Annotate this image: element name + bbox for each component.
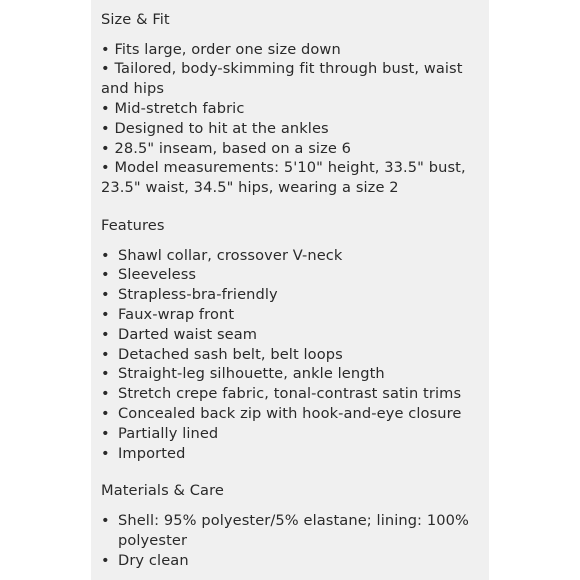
bullet-icon: •: [101, 345, 110, 363]
feature-item: [101, 404, 487, 424]
feature-item: [101, 384, 487, 404]
product-details-content: [101, 10, 487, 570]
bullet-icon: •: [101, 511, 110, 529]
features-heading: Features: [101, 216, 165, 234]
size-fit-item: • Mid-stretch fabric: [101, 99, 245, 117]
bullet-icon: •: [101, 325, 110, 343]
bullet-icon: •: [101, 404, 110, 422]
feature-text: Strapless-bra-friendly: [118, 286, 278, 304]
materials-care-heading: Materials & Care: [101, 482, 224, 500]
feature-text: Partially lined: [118, 424, 219, 442]
feature-text: Concealed back zip with hook-and-eye closure: [118, 404, 462, 422]
materials-care-section: [101, 481, 487, 570]
bullet-icon: •: [101, 444, 110, 462]
bullet-icon: •: [101, 424, 110, 442]
bullet-icon: •: [101, 286, 110, 304]
materials-care-item: [101, 511, 487, 551]
feature-text: Sleeveless: [118, 266, 197, 284]
spacer: [101, 236, 487, 246]
features-section: [101, 216, 487, 463]
product-details-panel: [91, 0, 489, 580]
feature-item: [101, 345, 487, 365]
feature-text: Stretch crepe fabric, tonal-contrast satin trims: [118, 385, 462, 403]
materials-care-text: Dry clean: [118, 551, 189, 569]
materials-care-item: [101, 551, 487, 571]
spacer: [101, 463, 487, 481]
materials-care-list: [101, 511, 487, 570]
bullet-icon: •: [101, 551, 110, 569]
feature-item: [101, 364, 487, 384]
size-fit-item: • Tailored, body-skimming fit through bust, waist and hips: [101, 60, 463, 98]
feature-text: Faux-wrap front: [118, 305, 235, 323]
size-fit-item: • Model measurements: 5'10" height, 33.5" bust, 23.5" waist, 34.5" hips, wearing a size 2: [101, 159, 466, 197]
feature-item: [101, 246, 487, 266]
bullet-icon: •: [101, 305, 110, 323]
feature-text: Straight-leg silhouette, ankle length: [118, 365, 385, 383]
left-margin: [0, 0, 91, 580]
feature-text: Shawl collar, crossover V-neck: [118, 246, 343, 264]
materials-care-text: Shell: 95% polyester/5% elastane; lining: 100% polyester: [118, 511, 469, 549]
feature-item: [101, 305, 487, 325]
feature-item: [101, 265, 487, 285]
size-fit-item: • 28.5" inseam, based on a size 6: [101, 139, 352, 157]
size-fit-section: [101, 10, 487, 198]
size-fit-item: • Designed to hit at the ankles: [101, 119, 329, 137]
size-fit-heading: Size & Fit: [101, 11, 170, 28]
spacer: [101, 501, 487, 511]
bullet-icon: •: [101, 385, 110, 403]
spacer: [101, 30, 487, 40]
feature-text: Imported: [118, 444, 186, 462]
bullet-icon: •: [101, 365, 110, 383]
size-fit-list: [101, 40, 487, 198]
spacer: [101, 198, 487, 216]
feature-item: [101, 444, 487, 464]
features-list: [101, 246, 487, 464]
size-fit-item: • Fits large, order one size down: [101, 40, 341, 58]
feature-text: Darted waist seam: [118, 325, 258, 343]
feature-text: Detached sash belt, belt loops: [118, 345, 343, 363]
feature-item: [101, 325, 487, 345]
feature-item: [101, 424, 487, 444]
bullet-icon: •: [101, 246, 110, 264]
right-margin: [489, 0, 580, 580]
feature-item: [101, 285, 487, 305]
bullet-icon: •: [101, 266, 110, 284]
